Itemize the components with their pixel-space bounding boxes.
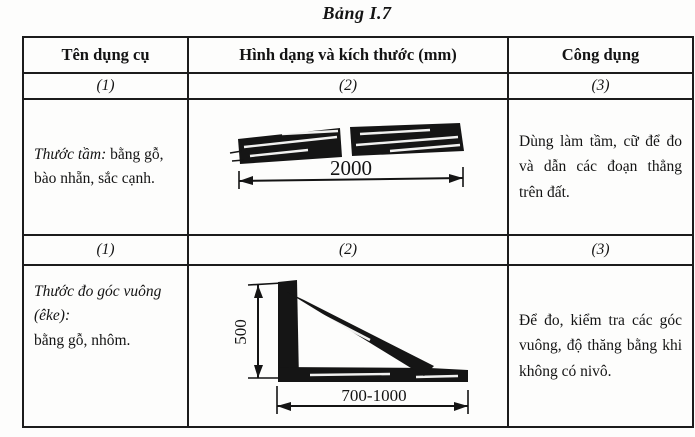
col-number-1: (1) xyxy=(23,235,188,265)
tools-table xyxy=(22,36,694,428)
tool-name-term: Thước tầm: xyxy=(34,145,107,163)
header-shape-dimensions: Hình dạng và kích thước (mm) xyxy=(188,37,508,73)
col-number-2: (2) xyxy=(188,235,508,265)
tool-name-description: bằng gỗ, bào nhẵn, sắc cạnh. xyxy=(34,145,164,187)
figure-cell xyxy=(188,265,508,427)
tool-name-cell xyxy=(23,99,188,235)
col-number-3: (3) xyxy=(508,235,693,265)
header-row xyxy=(23,37,693,73)
tool-name-description: bằng gỗ, nhôm. xyxy=(34,331,131,349)
square-base-label: 700-1000 xyxy=(341,386,407,405)
col-number-3: (3) xyxy=(508,73,693,99)
usage-cell: Dùng làm tầm, cữ để đo và dẫn các đoạn thẳng trên đất. xyxy=(508,99,693,235)
column-number-row-repeat xyxy=(23,235,693,265)
table-row xyxy=(23,99,693,235)
try-square-drawing xyxy=(190,266,506,426)
table-row xyxy=(23,265,693,427)
column-number-row xyxy=(23,73,693,99)
tool-name-term: Thước đo góc vuông (êke): xyxy=(34,283,162,325)
usage-cell: Để đo, kiểm tra các góc vuông, độ thăng bằng khi không có nivô. xyxy=(508,265,693,427)
ruler-drawing xyxy=(190,101,506,233)
tool-name-cell xyxy=(23,265,188,427)
figure-cell xyxy=(188,99,508,235)
header-tool-name: Tên dụng cụ xyxy=(23,37,188,73)
col-number-1: (1) xyxy=(23,73,188,99)
ruler-length-label: 2000 xyxy=(330,156,372,180)
col-number-2: (2) xyxy=(188,73,508,99)
header-usage: Công dụng xyxy=(508,37,693,73)
square-height-label: 500 xyxy=(231,319,250,345)
table-caption: Bảng I.7 xyxy=(322,3,392,23)
